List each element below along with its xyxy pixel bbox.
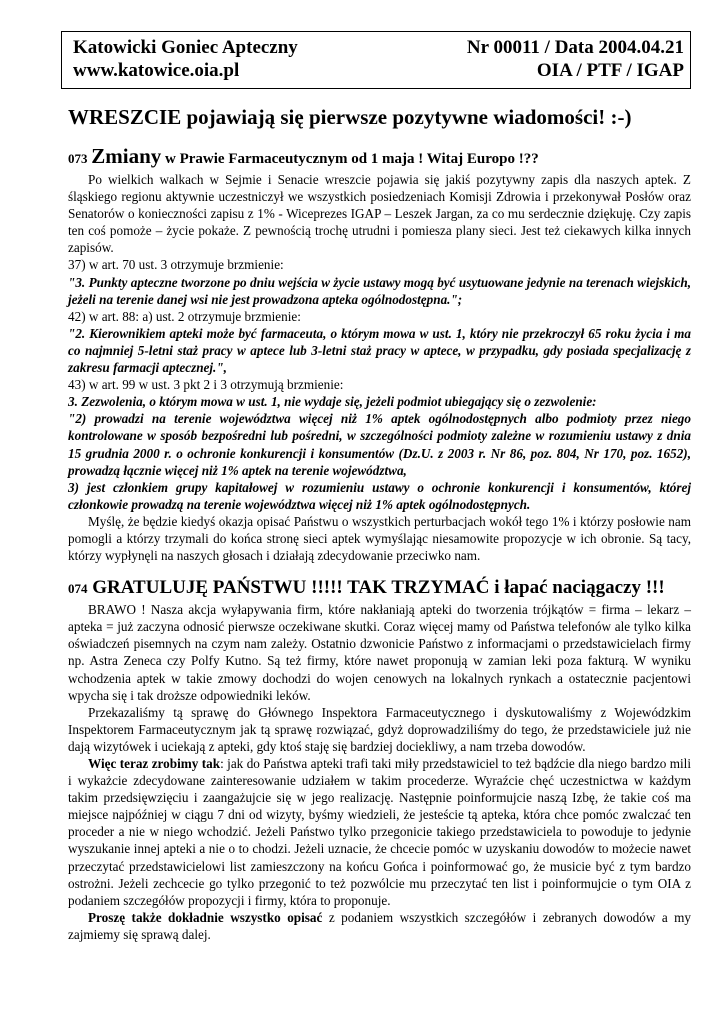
law-quote: 3) jest członkiem grupy kapitałowej w rozumieniu ustawy o ochronie konkurencji i konsumentów, której członkowie prowadzą na terenie województwa więcej niż 1% aptek ogólnodostępnych.	[68, 479, 691, 512]
section-title-lead: Zmiany	[91, 144, 162, 168]
page-headline: WRESZCIE pojawiają się pierwsze pozytywne wiadomości! :-)	[68, 105, 632, 129]
masthead-orgs: OIA / PTF / IGAP	[536, 60, 684, 81]
section-title-rest: w Prawie Farmaceutycznym od 1 maja ! Witaj Europo !??	[161, 151, 539, 167]
law-reference: 42) w art. 88: a) ust. 2 otrzymuje brzmienie:	[68, 308, 301, 324]
law-quote: "2. Kierownikiem apteki może być farmaceuta, o którym mowa w ust. 1, który nie przekroczył 65 roku życia i ma co najmniej 5-letni staż pracy w aptece lub 3-letni staż pracy w aptece, w przypadku, gdy posiada specjalizację z zakresu farmacji aptecznej.",	[68, 325, 691, 376]
emphasis: Proszę także dokładnie wszystko opisać	[88, 909, 323, 925]
paragraph-text: : jak do Państwa apteki trafi taki miły przedstawiciel to też bądźcie dla niego bardzo mili i wykażcie zdecydowane zainteresowanie udziałem w takim procederze. Wyraźcie chęć uczestnictwa w każdym takim przedsięwzięciu i zaangażujcie się w jego realizację. Następnie poinformujcie naszą Izbę, że takie coś ma miejsce najpóźniej w ciągu 7 dni od wizyty, byśmy wiedzieli, że jesteście tą apteka, która chce pomóc zwalczać ten proceder a nie w niego wchodzić. Jeżeli Państwo tylko przegonicie takiego przedstawiciela to powoduje to jedynie wyszukanie innej apteki a nie o to chodzi. Jeżeli uznacie, że chcecie pomóc w uzyskaniu dowodów to możecie nawet przeczytać przedstawicielowi list zamieszczony na końcu Gońca i poinformować go, że musicie być z tym bardzo ostrożni. Jeżeli zechcecie go tylko przegonić to też pozwólcie mu przeczytać ten list i poinformujcie o tym OIA z podaniem szczegółów propozycji i firmy, która to proponuje.	[68, 756, 691, 908]
section-title-text: GRATULUJĘ PAŃSTWU !!!!! TAK TRZYMAĆ i łapać naciągaczy !!!	[92, 577, 665, 599]
law-quote: "3. Punkty apteczne tworzone po dniu wejścia w życie ustawy mogą być usytuowane jedynie na terenach wiejskich, jeżeli na terenie danej wsi nie jest prowadzona apteka ogólnodostępna.";	[68, 274, 691, 307]
paragraph: Po wielkich walkach w Sejmie i Senacie wreszcie pojawia się jakiś pozytywny zapis dla naszych aptek. Z śląskiego regionu aktywnie uczestniczył we wszystkich posiedzeniach Komisji Zdrowia i przekonywał Posłów oraz Senatorów o konieczności zapisu z 1% - Wiceprezes IGAP – Leszek Jargan, za co mu serdecznie dziękuję. Czy zapis ten coś pomoże – życie pokaże. Z pewnością trochę utrudni i pomiesza plany sieci. Jest też ciekawych kilka innych zapisów.	[68, 172, 691, 256]
law-quote: "2) prowadzi na terenie województwa więcej niż 1% aptek ogólnodostępnych albo podmioty przez niego kontrolowane w sposób bezpośredni lub pośredni, w szczególności podmioty zależne w rozumieniu ustawy z dnia 15 grudnia 2000 r. o ochronie konkurencji i konsumentów (Dz.U. z 2003 r. Nr 86, poz. 804, Nr 170, poz. 1652), prowadzą łącznie więcej niż 1% aptek na terenie województwa,	[68, 411, 691, 478]
paragraph-text: z podaniem wszystkich szczegółów i zebranych dowodów a my zajmiemy się sprawą dalej.	[68, 909, 691, 942]
article-body	[68, 144, 691, 943]
section-number: 073	[68, 151, 88, 166]
section-number: 074	[68, 581, 88, 597]
section-073-title	[68, 144, 691, 171]
paragraph: Myślę, że będzie kiedyś okazja opisać Państwu o wszystkich perturbacjach wokół tego 1% i którzy posłowie nam pomogli a którzy trzymali do końca stronę sieci aptek wymyślając niesamowite propozycje w ich obronie. Są tacy, którzy wypłynęli na naszych głosach i działają zdecydowanie przeciwko nam.	[68, 513, 691, 564]
emphasis: Więc teraz zrobimy tak	[88, 756, 221, 771]
law-reference: 43) w art. 99 w ust. 3 pkt 2 i 3 otrzymują brzmienie:	[68, 377, 344, 393]
masthead-title: Katowicki Goniec Apteczny	[73, 37, 298, 58]
masthead-issue: Nr 00011 / Data 2004.04.21	[466, 37, 684, 58]
law-quote: 3. Zezwolenia, o którym mowa w ust. 1, nie wydaje się, jeżeli podmiot ubiegający się o zezwolenie:	[68, 394, 597, 410]
paragraph	[68, 909, 691, 943]
law-reference: 37) w art. 70 ust. 3 otrzymuje brzmienie:	[68, 257, 284, 273]
masthead-url: www.katowice.oia.pl	[73, 60, 240, 81]
paragraph: BRAWO ! Nasza akcja wyłapywania firm, które nakłaniają apteki do tworzenia trójkątów = firma – lekarz – apteka = już zaczyna odnosić pierwsze oczekiwane skutki. Coraz więcej mamy od Państwa telefonów ale tylko kilka oświadczeń pisemnych na czym nam zależy. Ostatnio dzwonicie Państwo z informacjami o przedstawicielach firmy np. Astra Zeneca czy Polfy Kutno. Są też firmy, które nawet proponują w zamian leki poza fakturą. W wyniku wchodzenia aptek w takie zmowy dochodzi do wojen cenowych na lokalnych rynkach a ostatecznie pacjentowi wpycha się i tak droższe odpowiedniki leków.	[68, 602, 691, 703]
paragraph: Przekazaliśmy tą sprawę do Głównego Inspektora Farmaceutycznego i dyskutowaliśmy z Wojewódzkim Inspektorem Farmaceutycznym jak tą sprawę rozwiązać, gdyż doprowadziliśmy do tego, że przedstawiciele już nie dają wizytówek i uciekają z apteki, gdy ktoś staję się bardziej dociekliwy, a nam trzeba dowodów.	[68, 704, 691, 754]
section-074-title	[68, 576, 691, 601]
masthead	[61, 31, 691, 89]
paragraph	[68, 755, 691, 909]
